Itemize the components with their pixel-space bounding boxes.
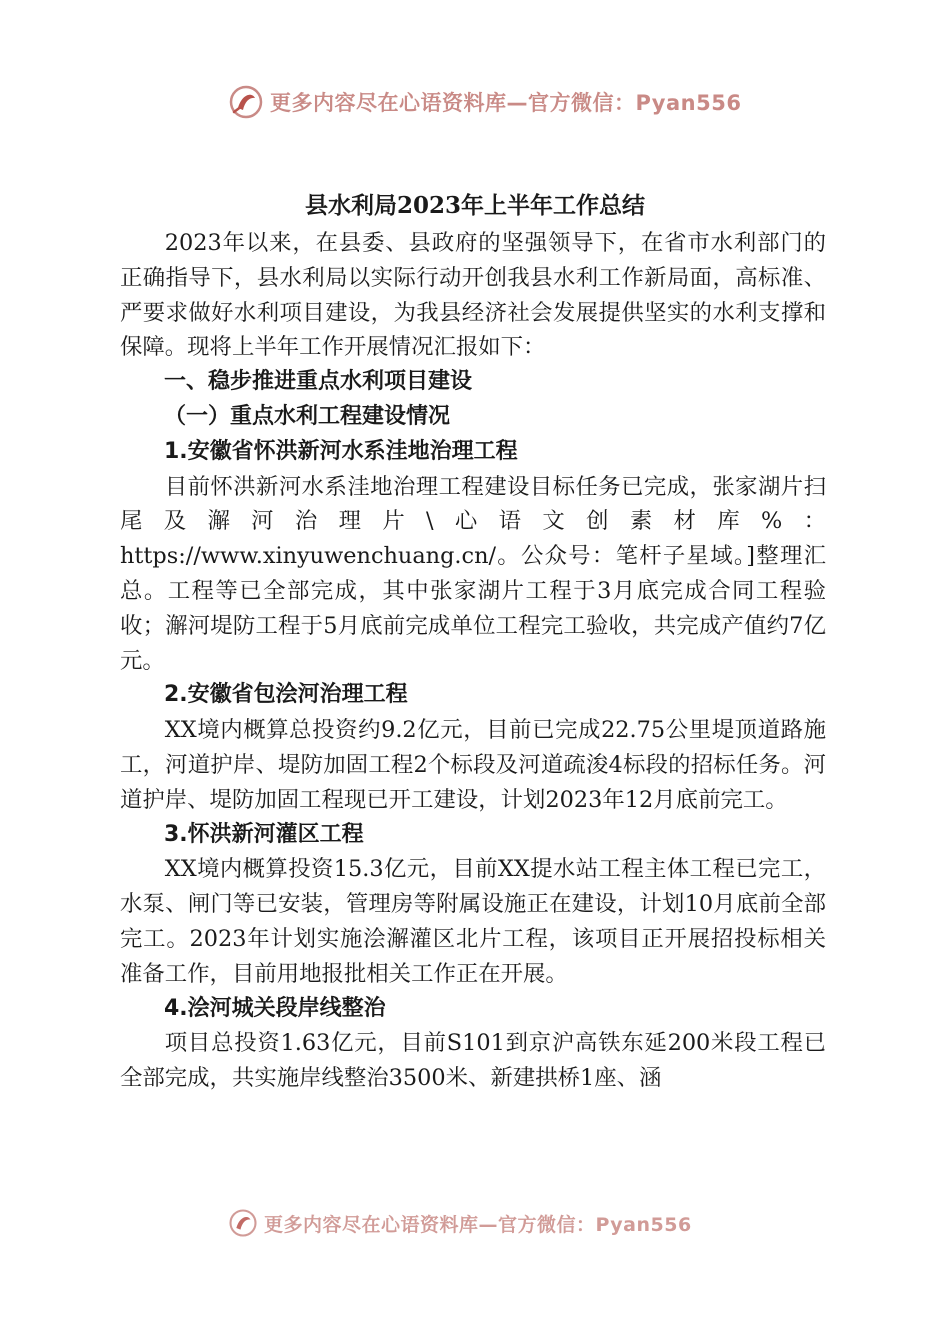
section-1-heading: 一、稳步推进重点水利项目建设 (164, 369, 473, 395)
footer-logo-icon (228, 1208, 258, 1238)
item-4-paragraph: 项目总投资1.63亿元，目前S101到京沪高铁东延200米段工程已全部完成，共实施岸线整治3500米、新建拱桥1座、涵 (120, 1030, 826, 1092)
intro-paragraph: 2023年以来，在县委、县政府的坚强领导下，在省市水利部门的正确指导下，县水利局以实际行动开创我县水利工作新局面，高标准、严要求做好水利项目建设，为我县经济社会发展提供坚实的水利支撑和保障。现将上半年工作开展情况汇报如下： (120, 230, 826, 361)
header-watermark (228, 82, 741, 122)
header-brand-text: 更多内容尽在心语资料库—官方微信：Pyan556 (270, 91, 742, 115)
footer-watermark (228, 1206, 692, 1240)
document-title: 县水利局2023年上半年工作总结 (304, 192, 645, 219)
item-4-heading: 4.浍河城关段岸线整治 (164, 995, 386, 1021)
item-1-heading: 1.安徽省怀洪新河水系洼地治理工程 (164, 438, 518, 464)
item-3-paragraph: XX境内概算投资15.3亿元，目前XX提水站工程主体工程已完工，水泵、闸门等已安装，管理房等附属设施正在建设，计划10月底前全部完工。2023年计划实施浍澥灌区北片工程，该项目正开展招投标相关准备工作，目前用地报批相关工作正在开展。 (120, 856, 826, 987)
item-1-paragraph: 目前怀洪新河水系洼地治理工程建设目标任务已完成，张家湖片扫尾及澥河治理片\心语文创素材库%：https://www.xinyuwenchuang.cn/。公众号：笔杆子星域。]整理汇总。工程等已全部完成，其中张家湖片工程于3月底完成合同工程验收；澥河堤防工程于5月底前完成单位工程完工验收，共完成产值约7亿元。 (120, 473, 826, 674)
footer-brand-text: 更多内容尽在心语资料库—官方微信：Pyan556 (264, 1213, 692, 1236)
item-3-heading: 3.怀洪新河灌区工程 (164, 821, 364, 847)
item-2-paragraph: XX境内概算总投资约9.2亿元，目前已完成22.75公里堤顶道路施工，河道护岸、堤防加固工程2个标段及河道疏浚4标段的招标任务。河道护岸、堤防加固工程现已开工建设，计划2023年12月底前完工。 (120, 717, 826, 813)
subsection-1-heading: （一）重点水利工程建设情况 (164, 403, 451, 429)
item-2-heading: 2.安徽省包浍河治理工程 (164, 682, 408, 708)
logo-icon (228, 84, 264, 120)
document-body (120, 226, 826, 1096)
